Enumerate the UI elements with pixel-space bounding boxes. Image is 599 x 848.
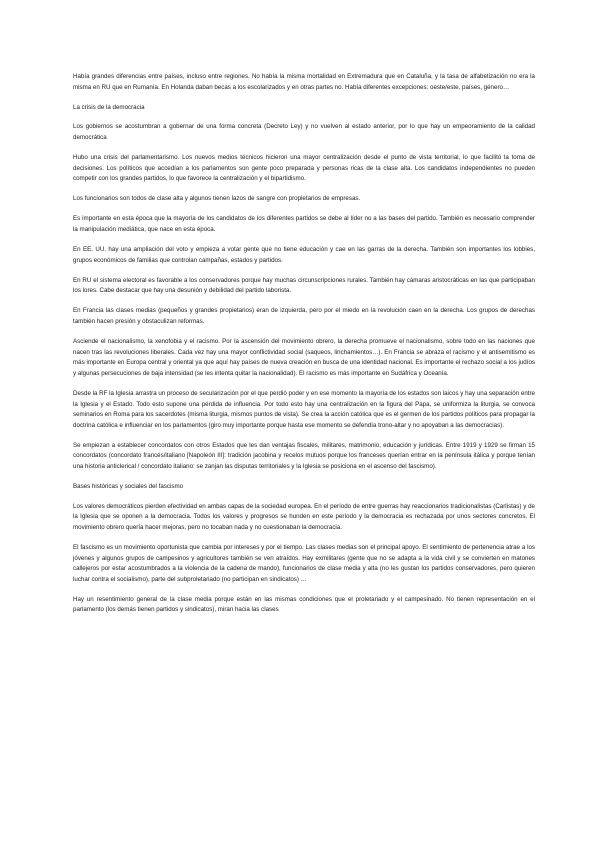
paragraph-12: Los valores democráticos pierden efectividad en ambas capas de la sociedad europea. En el período de entre guerras hay reaccionarios tradicionalistas (Carlistas) y de la Iglesia que se oponen a la democracia. Todos los valores y progresos se hunden en este período y la democracia es rechazada por unos sectores concretos. El movimiento obrero quería hacer mejoras, pero no tocaban nada y no cuestionaban la democracia. <box>73 502 535 531</box>
paragraph-13: El fascismo es un movimiento oportunista que cambia por intereses y por el tiempo. Las clases medias son el principal apoyo. El sentimiento de pertenencia atrae a los jóvenes y algunos grupos de campesinos y agricultores también se ven atraídos. Hay exmilitares (gente que no se adapta a la vida civil y se convierten en matones callejeros por estar acostumbrados a la violencia de la cadena de mando), funcionarios de clase media y alta (no les gustan los partidos conservadores, pero quieren luchar contra el socialismo), parte del subproletariado (no participan en sindicatos) … <box>73 544 535 583</box>
paragraph-5: Es importante en esta época que la mayoría de los candidatos de los diferentes partidos se debe al líder no a las bases del partido. También es necesario comprender la manipulación mediática, que nace en esta época. <box>73 215 535 233</box>
paragraph-8: En Francia las clases medias (pequeños y grandes propietarios) eran de izquierda, pero por el miedo en la revolución caen en la derecha. Los grupos de derechas también hacen presión y obstaculizan reformas. <box>73 307 535 325</box>
paragraph-6: En EE. UU. hay una ampliación del voto y empieza a votar gente que no tiene educación y cae en las garras de la derecha. También son importantes los lobbies, grupos económicos de familias que controlan campañas, estados y partidos. <box>73 246 535 264</box>
heading-bases-fascismo: Bases históricas y sociales del fascismo <box>73 483 184 491</box>
paragraph-14: Hay un resentimiento general de la clase media porque están en las mismas condiciones que el proletariado y el campesinado. No tienen representación en el parlamento (los demás tienen partidos y sindicatos), miran hacia las clases <box>73 595 535 614</box>
paragraph-11: Se empiezan a establecer concordatos con otros Estados que les dan ventajas fiscales, militares, matrimonio, educación y jurídicas. Entre 1919 y 1929 se firman 15 concordatos (concordato francés/italiano [Napoleón III]: tradición jacobina y recelos mutuos porque los franceses querían entrar en la península itálica y porque tenían una historia anticlerical / concordato italiano: se zanjan las disputas territoriales y la Iglesia se posiciona en el ascenso del fascismo). <box>73 441 535 471</box>
paragraph-3: Hubo una crisis del parlamentarismo. Los nuevos medios técnicos hicieron una mayor centralización desde el punto de vista territorial, lo que facilitó la toma de decisiones. Los políticos que accedían a los parlamentos son gente poco preparada y personas ricas de la clase alta. Los candidatos independientes no pueden competir con los grandes partidos, lo que favorece la centralización y el bipartidismo. <box>73 153 535 183</box>
heading-crisis-democracia: La crisis de la democracia <box>73 103 145 111</box>
paragraph-2: Los gobiernos se acostumbran a gobernar de una forma concreta (Decreto Ley) y no vuelven al estado anterior, por lo que hay un empeoramiento de la calidad democrática <box>73 123 535 141</box>
paragraph-4: Los funcionarios son todos de clase alta y algunos tienen lazos de sangre con propietarios de empresas. <box>73 195 361 203</box>
paragraph-9: Asciende el nacionalismo, la xenofobia y el racismo. Por la ascensión del movimiento obrero, la derecha promueve el nacionalismo, sobre todo en las naciones que nacen tras las revoluciones liberales. Cada vez hay una mayor conflictividad social (saqueos, linchamientos…). En Francia se abraza el racismo y el antisemitismo es más importante en Europa central y oriental ya que aquí hay países de nueva creación en busca de una identidad nacional. Es importante el rechazo social a los judíos y algunas persecuciones de baja intensidad (se les intenta quitar la nacionalidad). El racismo es más importante en Sudáfrica y Oceanía. <box>73 338 535 377</box>
paragraph-10: Desde la RF la Iglesia arrastra un proceso de secularización por el que perdió poder y en ese momento la mayoría de los estados son laicos y hay una separación entre la Iglesia y el Estado. Todo esto supone una pérdida de influencia. Por todo esto hay una centralización en la figura del Papa, se uniformiza la liturgia, se convoca seminarios en Roma para los sacerdotes (misma liturgia, mismos puntos de vista). Se crea la acción católica que es el germen de los partidos políticos para propagar la doctrina católica e influenciar en los parlamentos (giro muy importante porque hasta ese momento se defendía trono-altar y no apoyaban a las democracias). <box>73 389 535 429</box>
paragraph-7: En RU el sistema electoral es favorable a los conservadores porque hay muchas circunscripciones rurales. También hay cámaras aristocráticas en las que participaban los lores. Cabe destacar que hay una desunión y debilidad del partido laborista. <box>73 276 535 295</box>
paragraph-1: Había grandes diferencias entre países, incluso entre regiones. No había la misma mortalidad en Extremadura que en Cataluña, y la tasa de alfabetización no era la misma en RU que en Rumanía. En Holanda daban becas a los escolarizados y en otras partes no. Había diferentes excepciones: oeste/este, países, género… <box>73 73 535 91</box>
